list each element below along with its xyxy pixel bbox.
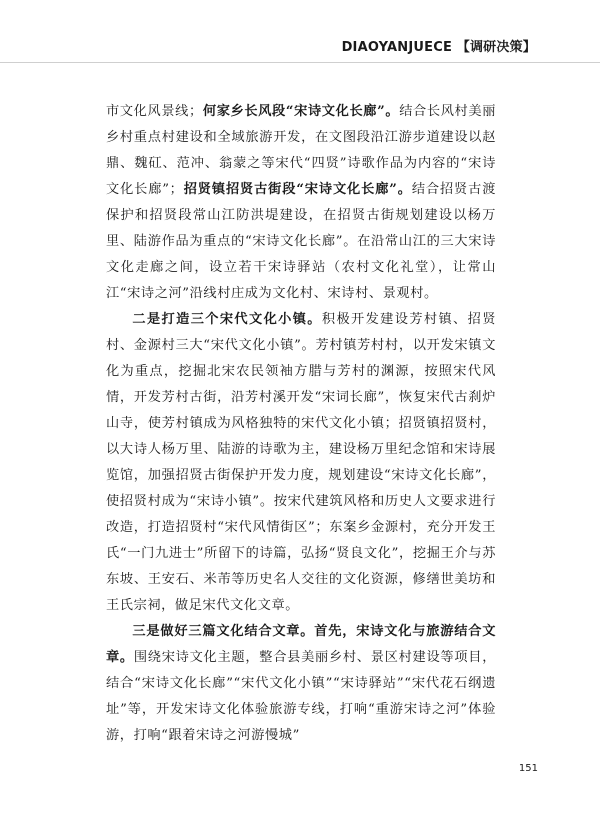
- paragraph-3-heading: 三是做好三篇文化结合文章。首先，宋诗文化与旅游结合文章。: [106, 624, 496, 665]
- page-number: 151: [518, 763, 538, 774]
- running-header: [342, 36, 536, 55]
- paragraph-1-text-b: 结合长风村美丽乡村重点村建设和全域旅游开发，在文图段沿江游步道建设以赵鼎、魏矼、范冲、翁蒙之等宋代“四贤”诗歌作品为内容的“宋诗文化长廊”；: [106, 104, 497, 197]
- paragraph-1-text-c: 结合招贤古渡保护和招贤段常山江防洪堤建设，在招贤古街规划建设以杨万里、陆游作品为重点的“宋诗文化长廊”。在沿常山江的三大宋诗文化走廊之间，设立若干宋诗驿站（农村文化礼堂），让常山江“宋诗之河”沿线村庄成为文化村、宋诗村、景观村。: [106, 182, 496, 301]
- article-body: [106, 99, 496, 749]
- paragraph-1-heading-a: 何家乡长风段“宋诗文化长廊”。: [202, 104, 400, 119]
- paragraph-2-heading: 二是打造三个宋代文化小镇。: [132, 312, 322, 327]
- paragraph-1: [106, 99, 496, 307]
- header-divider: [0, 62, 600, 63]
- paragraph-3: [106, 619, 496, 749]
- paragraph-2-text: 积极开发建设芳村镇、招贤村、金源村三大“宋代文化小镇”。芳村镇芳村村，以开发宋镇文化为重点，挖掘北宋农民领袖方腊与芳村的渊源，按照宋代风情，开发芳村古街，沿芳村溪开发“宋词长廊”，恢复宋代古刹炉山寺，使芳村镇成为风格独特的宋代文化小镇；招贤镇招贤村，以大诗人杨万里、陆游的诗歌为主，建设杨万里纪念馆和宋诗展览馆，加强招贤古街保护开发力度，规划建设“宋诗文化长廊”，使招贤村成为“宋诗小镇”。按宋代建筑风格和历史人文要求进行改造，打造招贤村“宋代风情街区”；东案乡金源村，充分开发王氏“一门九进士”所留下的诗篇，弘扬“贤良文化”，挖掘王介与苏东坡、王安石、米芾等历史名人交往的文化资源，修缮世美坊和王氏宗祠，做足宋代文化文章。: [106, 312, 496, 613]
- paragraph-3-text: 围绕宋诗文化主题，整合县美丽乡村、景区村建设等项目，结合“宋诗文化长廊”“宋代文化小镇”“宋诗驿站”“宋代花石纲遗址”等，开发宋诗文化体验旅游专线，打响“重游宋诗之河”体验游，打响“跟着宋诗之河游慢城”: [106, 650, 496, 743]
- header-bracket-open: 【: [456, 40, 470, 55]
- header-bracket-close: 】: [522, 40, 536, 55]
- header-prefix: DIAOYANJUECE: [341, 40, 453, 55]
- paragraph-1-heading-b: 招贤镇招贤古街段“宋诗文化长廊”。: [183, 182, 412, 197]
- header-title: 调研决策: [469, 40, 523, 55]
- paragraph-2: [106, 307, 496, 619]
- paragraph-1-text-a: 市文化风景线；: [106, 104, 203, 119]
